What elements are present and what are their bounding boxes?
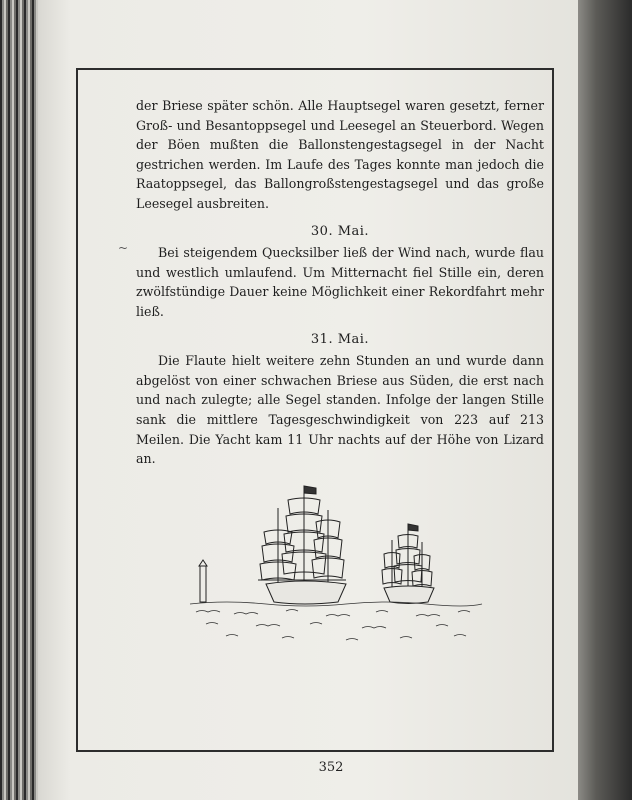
paragraph-31-mai: Die Flaute hielt weitere zehn Stunden an und wurde dann abgelöst von einer schwachen Briese aus Süden, die erst nach und nach zulegte; alle Segel standen. Infolge der langen Stille sank die mittlere Tagesgeschwindigkeit von 223 auf 213 Meilen. Die Yacht kam 11 Uhr nachts auf der Höhe von Lizard an. (136, 353, 544, 467)
paragraph-30-mai: Bei steigendem Quecksilber ließ der Wind nach, wurde flau und westlich umlaufend. Um Mitternacht fiel Stille ein, deren zwölfstündige Dauer keine Möglichkeit einer Rekordfahrt mehr ließ. (136, 245, 544, 319)
paragraph-continuation: der Briese später schön. Alle Hauptsegel waren gesetzt, ferner Groß- und Besantoppsegel und Leesegel an Steuerbord. Wegen der Böen mußten die Ballonstengestagsegel in der Nacht gestrichen werden. Im Laufe des Tages konnte man jedoch die Raatoppsegel, das Ballongroßstengestagsegel und das große Leesegel ausbreiten. (136, 98, 544, 211)
large-ship (258, 486, 346, 604)
page-text-block (136, 96, 544, 469)
sailing-ships-illustration (186, 480, 486, 660)
small-ship (382, 524, 434, 604)
margin-mark: ~ (118, 241, 129, 255)
sea-waves (190, 602, 482, 640)
date-heading-31-mai: 31. Mai. (310, 331, 370, 347)
book-spine-shadow (572, 0, 632, 800)
page-number: 352 (318, 760, 344, 775)
lighthouse (199, 560, 207, 602)
date-heading-30-mai: 30. Mai. (310, 223, 370, 239)
